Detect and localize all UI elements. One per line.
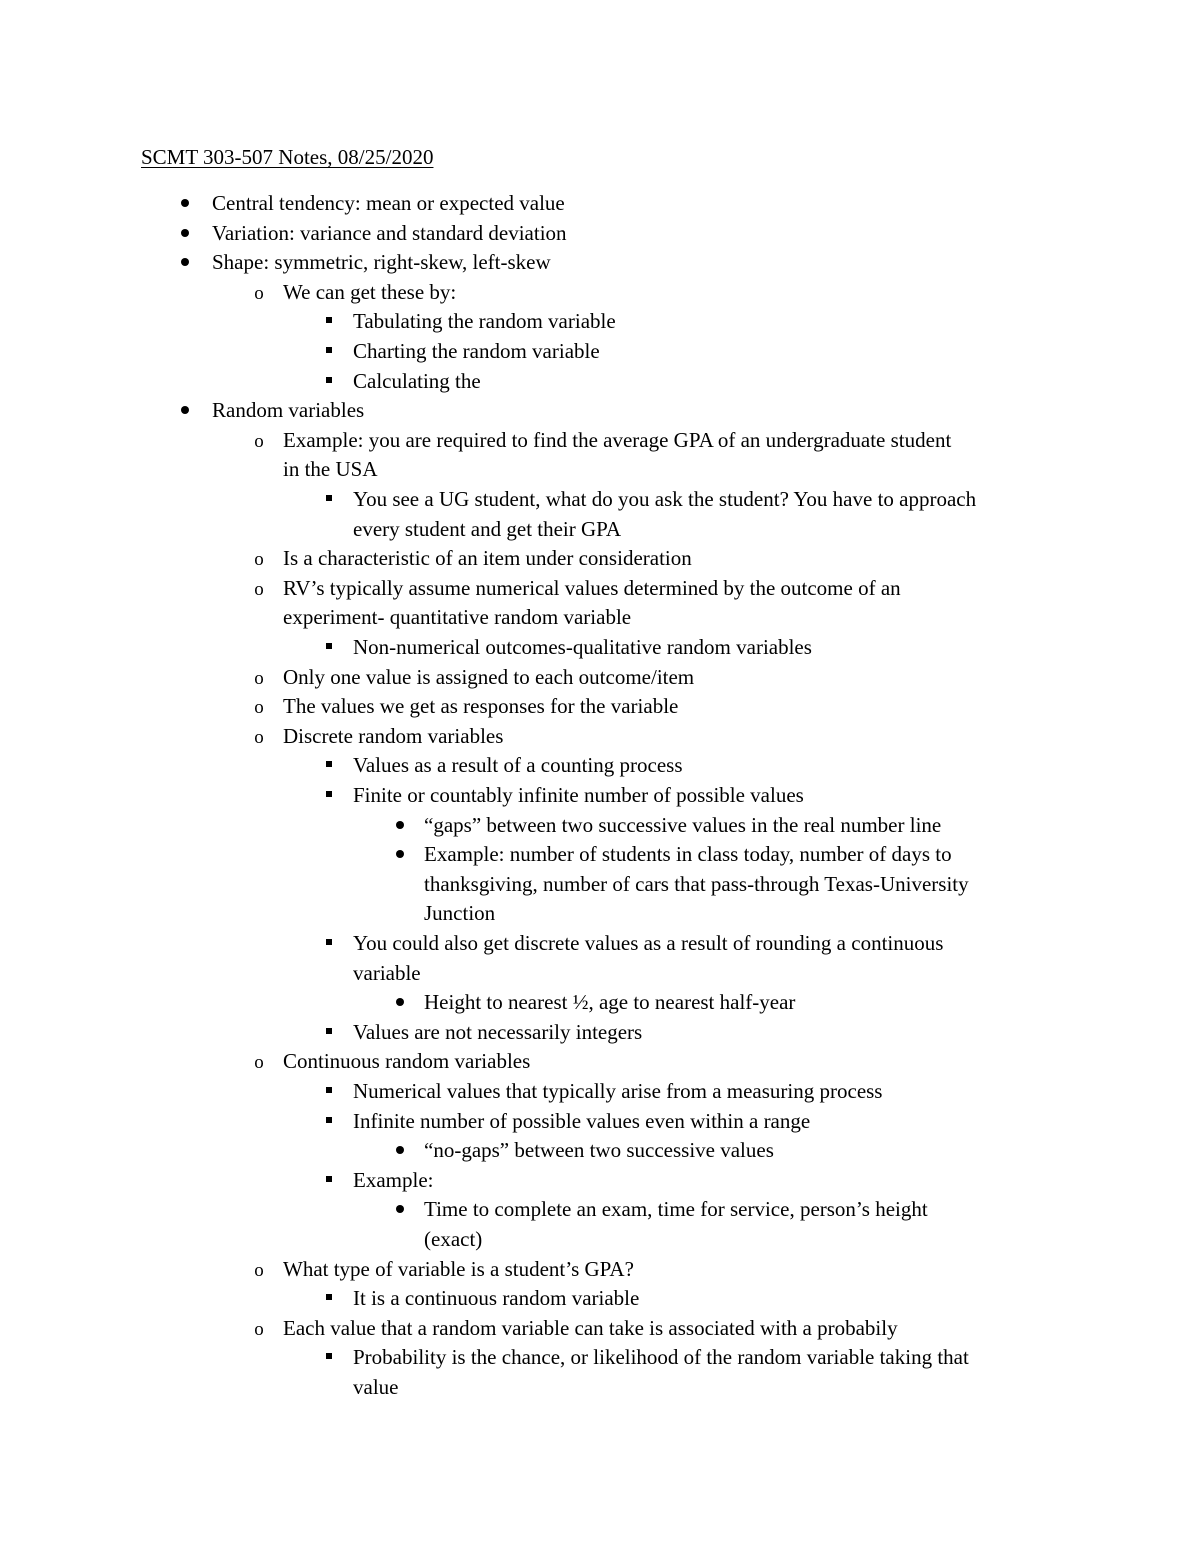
list-item: [212, 248, 551, 277]
list-item-text: Example: you are required to find the average GPA of an undergraduate student: [283, 428, 952, 452]
list-item: [283, 455, 378, 484]
list-item: [424, 988, 795, 1017]
ring-glyph: o: [254, 1260, 264, 1281]
list-item-text: What type of variable is a student’s GPA?: [283, 1257, 634, 1281]
list-item-text: Finite or countably infinite number of possible values: [353, 783, 804, 807]
bullet-square-icon: [319, 929, 339, 958]
square-shape: [326, 1028, 332, 1034]
list-item: [424, 1136, 774, 1165]
list-item-text: Calculating the: [353, 369, 481, 393]
square-shape: [326, 317, 332, 323]
list-item-text: thanksgiving, number of cars that pass-through Texas-University: [424, 872, 969, 896]
bullet-disc-icon: [175, 248, 195, 277]
list-item-text: Example:: [353, 1168, 434, 1192]
list-item: [353, 1077, 882, 1106]
square-shape: [326, 643, 332, 649]
list-item-text: You see a UG student, what do you ask the student? You have to approach: [353, 487, 977, 511]
bullet-square-icon: [319, 1343, 339, 1372]
bullet-disc-icon: [390, 840, 410, 869]
square-shape: [326, 377, 332, 383]
ring-glyph: o: [254, 431, 264, 452]
list-item-text: Values as a result of a counting process: [353, 753, 683, 777]
list-item-text: in the USA: [283, 457, 378, 481]
list-item: [254, 1314, 898, 1343]
list-item-text: Random variables: [212, 398, 365, 422]
square-shape: [326, 791, 332, 797]
list-item: [424, 1195, 928, 1224]
bullet-ring-icon: [249, 722, 269, 752]
bullet-square-icon: [319, 1284, 339, 1313]
bullet-disc-icon: [390, 1195, 410, 1224]
bullet-square-icon: [319, 1018, 339, 1047]
list-item-text: Each value that a random variable can take is associated with a probabily: [283, 1316, 898, 1340]
list-item-text: The values we get as responses for the variable: [283, 694, 679, 718]
list-item: [424, 1225, 482, 1254]
bullet-ring-icon: [249, 1255, 269, 1285]
bullet-square-icon: [319, 307, 339, 336]
list-item: [254, 663, 695, 692]
list-item: [424, 899, 495, 928]
list-item-text: Discrete random variables: [283, 724, 504, 748]
list-item: [353, 781, 804, 810]
bullet-ring-icon: [249, 1047, 269, 1077]
list-item-text: Height to nearest ½, age to nearest half-year: [424, 990, 796, 1014]
page-title: SCMT 303-507 Notes, 08/25/2020: [141, 145, 434, 169]
list-item-text: Non-numerical outcomes-qualitative random variables: [353, 635, 812, 659]
bullet-square-icon: [319, 1166, 339, 1195]
list-item: [212, 219, 567, 248]
square-shape: [326, 761, 332, 767]
disc-shape: [396, 850, 404, 858]
list-item-text: Shape: symmetric, right-skew, left-skew: [212, 250, 551, 274]
bullet-disc-icon: [390, 988, 410, 1017]
ring-glyph: o: [254, 697, 264, 718]
bullet-square-icon: [319, 337, 339, 366]
bullet-square-icon: [319, 485, 339, 514]
list-item: [353, 367, 481, 396]
square-shape: [326, 1294, 332, 1300]
list-item-text: Junction: [424, 901, 496, 925]
list-item: [212, 189, 565, 218]
list-item-text: “gaps” between two successive values in the real number line: [424, 813, 942, 837]
disc-shape: [396, 1146, 404, 1154]
list-item-text: value: [353, 1375, 399, 1399]
list-item: [424, 870, 969, 899]
disc-shape: [396, 1205, 404, 1213]
list-item: [424, 840, 952, 869]
list-item-text: Probability is the chance, or likelihood of the random variable taking that: [353, 1345, 969, 1369]
list-item-text: variable: [353, 961, 421, 985]
ring-glyph: o: [254, 668, 264, 689]
ring-glyph: o: [254, 549, 264, 570]
list-item: [283, 603, 631, 632]
list-item-text: Time to complete an exam, time for service, person’s height: [424, 1197, 928, 1221]
bullet-disc-icon: [390, 811, 410, 840]
list-item: [254, 544, 692, 573]
bullet-disc-icon: [175, 396, 195, 425]
disc-shape: [181, 229, 189, 237]
bullet-disc-icon: [175, 219, 195, 248]
list-item-text: Values are not necessarily integers: [353, 1020, 643, 1044]
square-shape: [326, 495, 332, 501]
ring-glyph: o: [254, 283, 264, 304]
list-item: [353, 307, 616, 336]
square-shape: [326, 347, 332, 353]
square-shape: [326, 1176, 332, 1182]
bullet-square-icon: [319, 781, 339, 810]
disc-shape: [181, 406, 189, 414]
list-item-text: RV’s typically assume numerical values determined by the outcome of an: [283, 576, 901, 600]
square-shape: [326, 1087, 332, 1093]
list-item: [254, 692, 679, 721]
bullet-ring-icon: [249, 692, 269, 722]
disc-shape: [181, 258, 189, 266]
list-item-text: every student and get their GPA: [353, 517, 622, 541]
list-item: [212, 396, 364, 425]
list-item: [353, 1343, 969, 1372]
list-item: [254, 426, 952, 455]
square-shape: [326, 1353, 332, 1359]
bullet-disc-icon: [175, 189, 195, 218]
list-item: [353, 751, 683, 780]
list-item: [254, 1047, 531, 1076]
list-item-text: “no-gaps” between two successive values: [424, 1138, 774, 1162]
bullet-ring-icon: [249, 1314, 269, 1344]
list-item-text: Is a characteristic of an item under consideration: [283, 546, 692, 570]
list-item: [353, 1166, 433, 1195]
list-item-text: Continuous random variables: [283, 1049, 531, 1073]
bullet-square-icon: [319, 1077, 339, 1106]
list-item-text: Tabulating the random variable: [353, 309, 616, 333]
square-shape: [326, 939, 332, 945]
list-item-text: experiment- quantitative random variable: [283, 605, 632, 629]
list-item-text: Infinite number of possible values even within a range: [353, 1109, 811, 1133]
bullet-ring-icon: [249, 426, 269, 456]
bullet-ring-icon: [249, 544, 269, 574]
bullet-square-icon: [319, 751, 339, 780]
bullet-square-icon: [319, 367, 339, 396]
list-item: [353, 515, 621, 544]
list-item-text: Central tendency: mean or expected value: [212, 191, 565, 215]
bullet-ring-icon: [249, 663, 269, 693]
list-item: [353, 1284, 639, 1313]
disc-shape: [181, 199, 189, 207]
ring-glyph: o: [254, 1052, 264, 1073]
list-item: [353, 337, 600, 366]
list-item: [353, 633, 812, 662]
list-item: [254, 574, 901, 603]
list-item-text: We can get these by:: [283, 280, 457, 304]
ring-glyph: o: [254, 1319, 264, 1340]
list-item: [353, 1373, 398, 1402]
list-item: [353, 1107, 810, 1136]
bullet-square-icon: [319, 633, 339, 662]
bullet-disc-icon: [390, 1136, 410, 1165]
list-item-text: (exact): [424, 1227, 483, 1251]
disc-shape: [396, 821, 404, 829]
list-item-text: Numerical values that typically arise from a measuring process: [353, 1079, 883, 1103]
list-item: [353, 485, 976, 514]
list-item: [353, 959, 421, 988]
ring-glyph: o: [254, 579, 264, 600]
list-item: [424, 811, 941, 840]
disc-shape: [396, 998, 404, 1006]
list-item-text: Example: number of students in class today, number of days to: [424, 842, 952, 866]
bullet-square-icon: [319, 1107, 339, 1136]
list-item-text: Only one value is assigned to each outcome/item: [283, 665, 695, 689]
list-item: [353, 1018, 642, 1047]
list-item: [353, 929, 943, 958]
bullet-ring-icon: [249, 278, 269, 308]
list-item-text: You could also get discrete values as a result of rounding a continuous: [353, 931, 944, 955]
square-shape: [326, 1117, 332, 1123]
list-item: [254, 722, 504, 751]
list-item-text: Variation: variance and standard deviation: [212, 221, 567, 245]
bullet-ring-icon: [249, 574, 269, 604]
list-item-text: It is a continuous random variable: [353, 1286, 640, 1310]
list-item: [254, 1255, 634, 1284]
ring-glyph: o: [254, 727, 264, 748]
list-item-text: Charting the random variable: [353, 339, 600, 363]
list-item: [254, 278, 457, 307]
